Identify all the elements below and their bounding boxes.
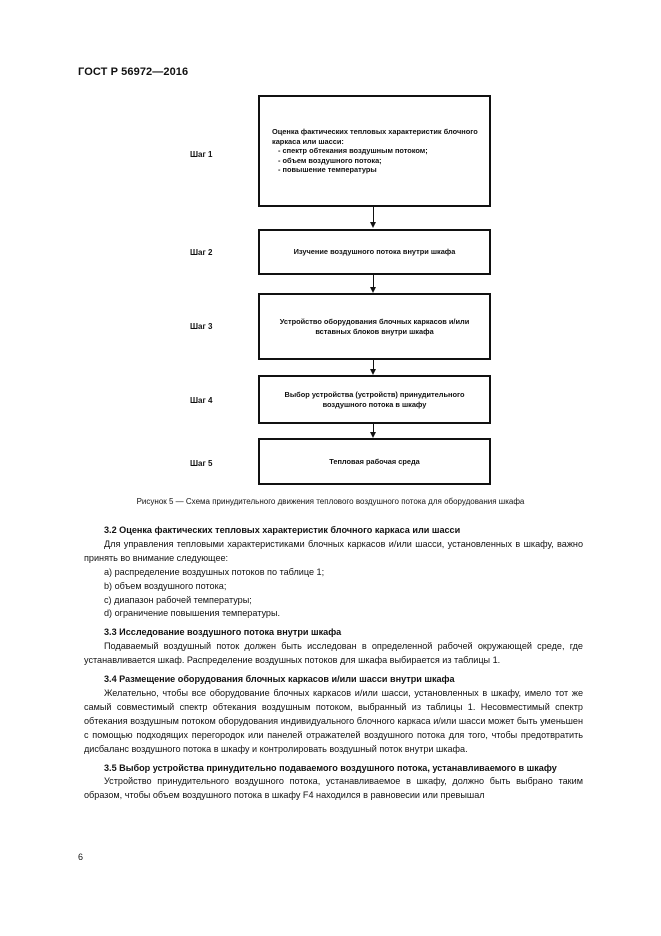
step-5-label: Шаг 5: [190, 459, 213, 468]
step-1-item: - спектр обтекания воздушным потоком;: [278, 146, 428, 156]
step-4-label: Шаг 4: [190, 396, 213, 405]
list-item: a) распределение воздушных потоков по таблице 1;: [104, 566, 325, 577]
figure-caption: Рисунок 5 — Схема принудительного движения теплового воздушного потока для оборудования шкафа: [136, 497, 525, 506]
step-1-item: - повышение температуры: [278, 165, 377, 175]
section-3-3-text: Подаваемый воздушный поток должен быть исследован в определенной рабочей окружающей среде, где устанавливается шкаф. Распределение воздушных потоков для шкафа выбирается из таблицы 1.: [84, 641, 583, 666]
step-5-box: [258, 438, 491, 485]
step-2-box: [258, 229, 491, 275]
section-3-4-heading: 3.4 Размещение оборудования блочных каркасов и/или шасси внутри шкафа: [104, 674, 455, 685]
step-1-box: [258, 95, 491, 207]
step-3-label: Шаг 3: [190, 322, 213, 331]
list-item: b) объем воздушного потока;: [104, 580, 227, 591]
list-item: d) ограничение повышения температуры.: [104, 608, 281, 619]
body-text: [84, 524, 583, 803]
section-3-5-text: Устройство принудительного воздушного потока, устанавливаемое в шкафу, должно быть выбрано таким образом, чтобы объем воздушного потока в шкафу F4 находился в равновесии или превышал: [84, 776, 583, 801]
page-number: 6: [78, 852, 84, 862]
step-5-text: Тепловая рабочая среда: [329, 456, 420, 466]
section-3-2-heading: 3.2 Оценка фактических тепловых характеристик блочного каркаса или шасси: [104, 525, 461, 535]
section-3-2-intro: Для управления тепловыми характеристиками блочных каркасов и/или шасси, установленных в шкафу, важно принять во внимание следующее:: [84, 538, 583, 563]
step-4-box: [258, 375, 491, 424]
step-4-text: Выбор устройства (устройств) принудительного воздушного потока в шкафу: [284, 390, 465, 409]
step-3-box: [258, 293, 491, 360]
list-item: c) диапазон рабочей температуры;: [104, 594, 252, 605]
section-3-3-heading: 3.3 Исследование воздушного потока внутри шкафа: [104, 627, 342, 638]
step-3-text: Устройство оборудования блочных каркасов и/или вставных блоков внутри шкафа: [279, 317, 470, 336]
step-1-title: Оценка фактических тепловых характеристик блочного каркаса или шасси:: [272, 127, 478, 146]
arrow-down-icon: [370, 222, 376, 228]
step-2-text: Изучение воздушного потока внутри шкафа: [293, 247, 456, 257]
step-1-item: - объем воздушного потока;: [278, 155, 382, 165]
document-code: ГОСТ Р 56972—2016: [78, 66, 189, 78]
section-3-5-heading: 3.5 Выбор устройства принудительно подаваемого воздушного потока, устанавливаемого в шкафу: [104, 762, 557, 773]
step-2-label: Шаг 2: [190, 248, 213, 257]
section-3-4-text: Желательно, чтобы все оборудование блочных каркасов и/или шасси, установленных в шкафу, имело тот же самый совместимый спектр обтекания воздушным потоком, выбранный из таблицы 1. Несовместимый спектр обтекания воздушным потоком оборудования индивидуального блочного каркаса и/или шасси может быть уменьшен с помощью подходящих перегородок или панелей отражателей воздушного потока для того, чтобы предотвратить дисбаланс воздушного потока в шкафу и контролировать воздушный поток внутри шкафа.: [84, 687, 583, 754]
connector-line: [373, 207, 374, 223]
step-1-label: Шаг 1: [190, 150, 213, 159]
